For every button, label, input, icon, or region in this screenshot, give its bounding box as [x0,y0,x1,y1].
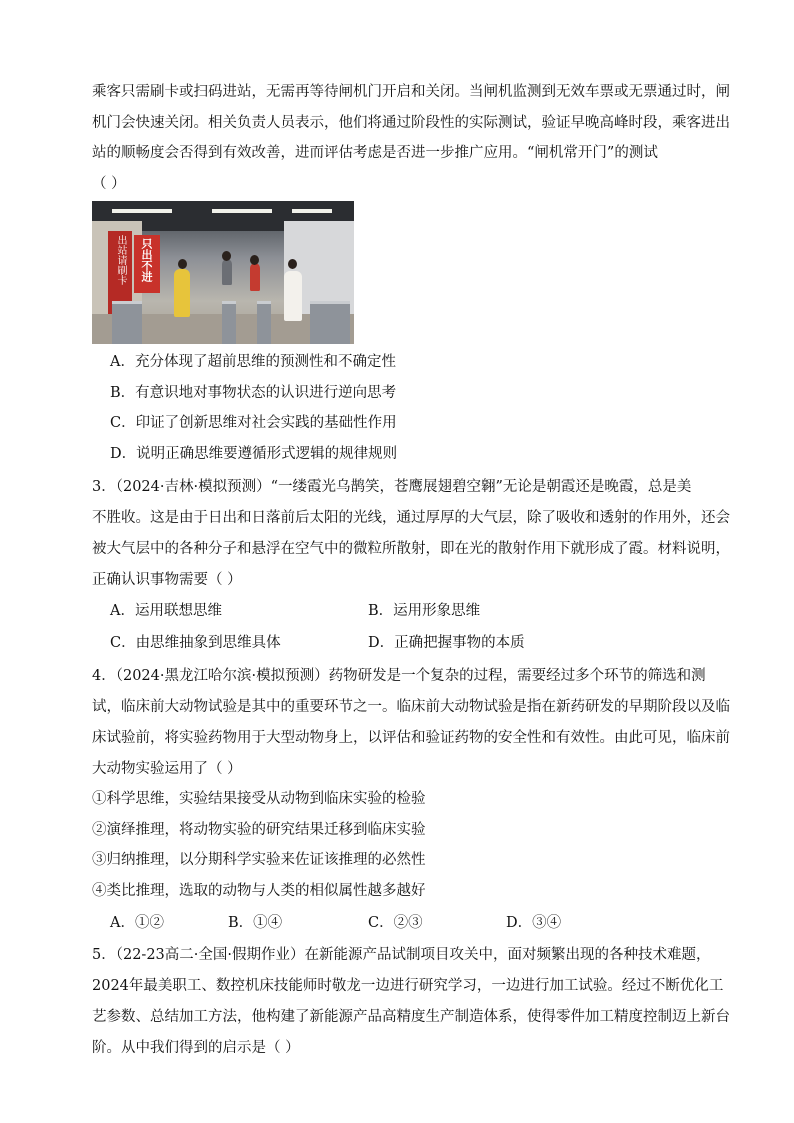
q5-stem-line-2: 2024年最美职工、数控机床技能师时敬龙一边进行研究学习，一边进行加工试验。经过不断优化工 [92,978,724,994]
q3-stem-line-2: 不胜收。这是由于日出和日落前后太阳的光线，通过厚厚的大气层，除了吸收和透射的作用外，还会 [92,510,730,526]
q3-option-a: A．运用联想思维 [110,603,222,619]
q2-stem-line-2: 机门会快速关闭。相关负责人员表示，他们将通过阶段性的实际测试，验证早晚高峰时段，乘客进出 [92,115,730,131]
q2-option-b: B．有意识地对事物状态的认识进行逆向思考 [110,385,397,401]
q4-stem-line-3: 床试验前，将实验药物用于大型动物身上，以评估和验证药物的安全性和有效性。由此可见，临床前 [92,730,730,746]
q3-option-c: C．由思维抽象到思维具体 [110,635,281,651]
q4-item-2: ②演绎推理，将动物实验的研究结果迁移到临床实验 [92,822,426,838]
banner-sign-2: 只出不进 [134,235,160,293]
q4-option-d: D．③④ [506,915,562,931]
q4-option-c: C．②③ [368,915,423,931]
q4-item-4: ④类比推理，选取的动物与人类的相似属性越多越好 [92,883,426,899]
subway-gate-photo [92,201,354,344]
q2-answer-blank: （ ） [92,176,126,192]
q3-option-b: B．运用形象思维 [368,603,481,619]
q3-stem-line-3: 被大气层中的各种分子和悬浮在空气中的微粒所散射，即在光的散射作用下就形成了霞。材料说明， [92,541,730,557]
q5-stem-line-1: 5．（22-23高二·全国·假期作业）在新能源产品试制项目攻关中，面对频繁出现的各种技术难题， [92,947,711,963]
q5-stem-line-4: 阶。从中我们得到的启示是（ ） [92,1040,300,1056]
q4-stem-line-4: 大动物实验运用了（ ） [92,761,242,777]
q5-stem-line-3: 艺参数、总结加工方法，他构建了新能源产品高精度生产制造体系，使得零件加工精度控制迈上新台 [92,1009,730,1025]
q3-stem-line-4: 正确认识事物需要（ ） [92,572,242,588]
q2-option-a: A．充分体现了超前思维的预测性和不确定性 [110,354,396,370]
q4-stem-line-1: 4．（2024·黑龙江哈尔滨·模拟预测）药物研发是一个复杂的过程，需要经过多个环节的筛选和测 [92,668,706,684]
q3-option-d: D．正确把握事物的本质 [368,635,525,651]
q4-stem-line-2: 试，临床前大动物试验是其中的重要环节之一。临床前大动物试验是指在新药研发的早期阶段以及临 [92,699,730,715]
q3-stem-line-1: 3．（2024·吉林·模拟预测）“一缕霞光乌鹊笑，苍鹰展翅碧空翱”无论是朝霞还是晚霞，总是美 [92,479,692,495]
q2-option-c: C．印证了创新思维对社会实践的基础性作用 [110,415,397,431]
q4-option-a: A．①② [110,915,164,931]
q4-item-1: ①科学思维，实验结果接受从动物到临床实验的检验 [92,791,426,807]
q2-option-d: D．说明正确思维要遵循形式逻辑的规律规则 [110,446,398,462]
q2-stem-line-3: 站的顺畅度会否得到有效改善，进而评估考虑是否进一步推广应用。“闸机常开门”的测试 [92,145,658,161]
q2-stem-line-1: 乘客只需刷卡或扫码进站，无需再等待闸机门开启和关闭。当闸机监测到无效车票或无票通过时，闸 [92,84,730,100]
q4-item-3: ③归纳推理，以分期科学实验来佐证该推理的必然性 [92,852,426,868]
q4-option-b: B．①④ [228,915,283,931]
banner-sign: 出站请刷卡 [108,231,132,317]
